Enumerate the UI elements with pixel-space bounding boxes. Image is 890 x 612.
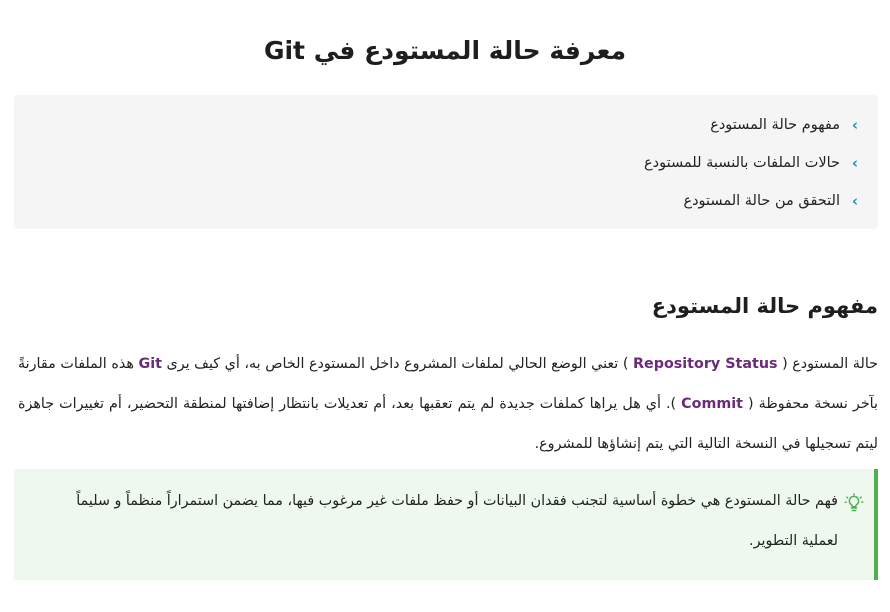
toc-item-label[interactable]: حالات الملفات بالنسبة للمستودع: [643, 155, 840, 171]
toc-item-concept[interactable]: [14, 106, 860, 144]
toc-item-label[interactable]: مفهوم حالة المستودع: [710, 117, 840, 133]
para-text: حالة المستودع (: [777, 356, 879, 372]
chevron-left-icon: ›: [851, 154, 859, 172]
tip-text: فهم حالة المستودع هي خطوة أساسية لتجنب فقدان البيانات أو حفظ ملفات غير مرغوب فيها، مما يضمن استمراراً منظماً و سليماً لعملية التطوير.: [76, 493, 838, 549]
section-heading: مفهوم حالة المستودع: [651, 294, 878, 318]
section-paragraph: [18, 344, 878, 464]
para-text: ). أي هل يراها كملفات جديدة لم يتم تعقبها بعد، أم تعديلات بانتظار إضافتها لمنطقة التحضير، أم تغييرات جاهزة ليتم تسجيلها في النسخة التالية التي يتم إنشاؤها للمشروع.: [18, 396, 878, 452]
tip-box: [14, 469, 878, 580]
keyword-git: Git: [138, 356, 162, 372]
lightbulb-icon: [844, 493, 864, 513]
keyword-commit: Commit: [681, 396, 744, 412]
chevron-left-icon: ›: [851, 192, 859, 210]
keyword-repository-status: Repository Status: [633, 356, 778, 372]
toc-item-label[interactable]: التحقق من حالة المستودع: [683, 193, 840, 209]
para-text: هذه الملفات مقارنةً بآخر نسخة محفوظة (: [18, 356, 878, 412]
page-title: معرفة حالة المستودع في Git: [263, 36, 627, 65]
toc-item-file-states[interactable]: [14, 144, 860, 182]
para-text: ) تعني الوضع الحالي لملفات المشروع داخل المستودع الخاص به، أي كيف يرى: [161, 356, 634, 372]
toc-item-check-status[interactable]: [14, 182, 860, 220]
table-of-contents: [14, 95, 878, 229]
chevron-left-icon: ›: [851, 116, 859, 134]
